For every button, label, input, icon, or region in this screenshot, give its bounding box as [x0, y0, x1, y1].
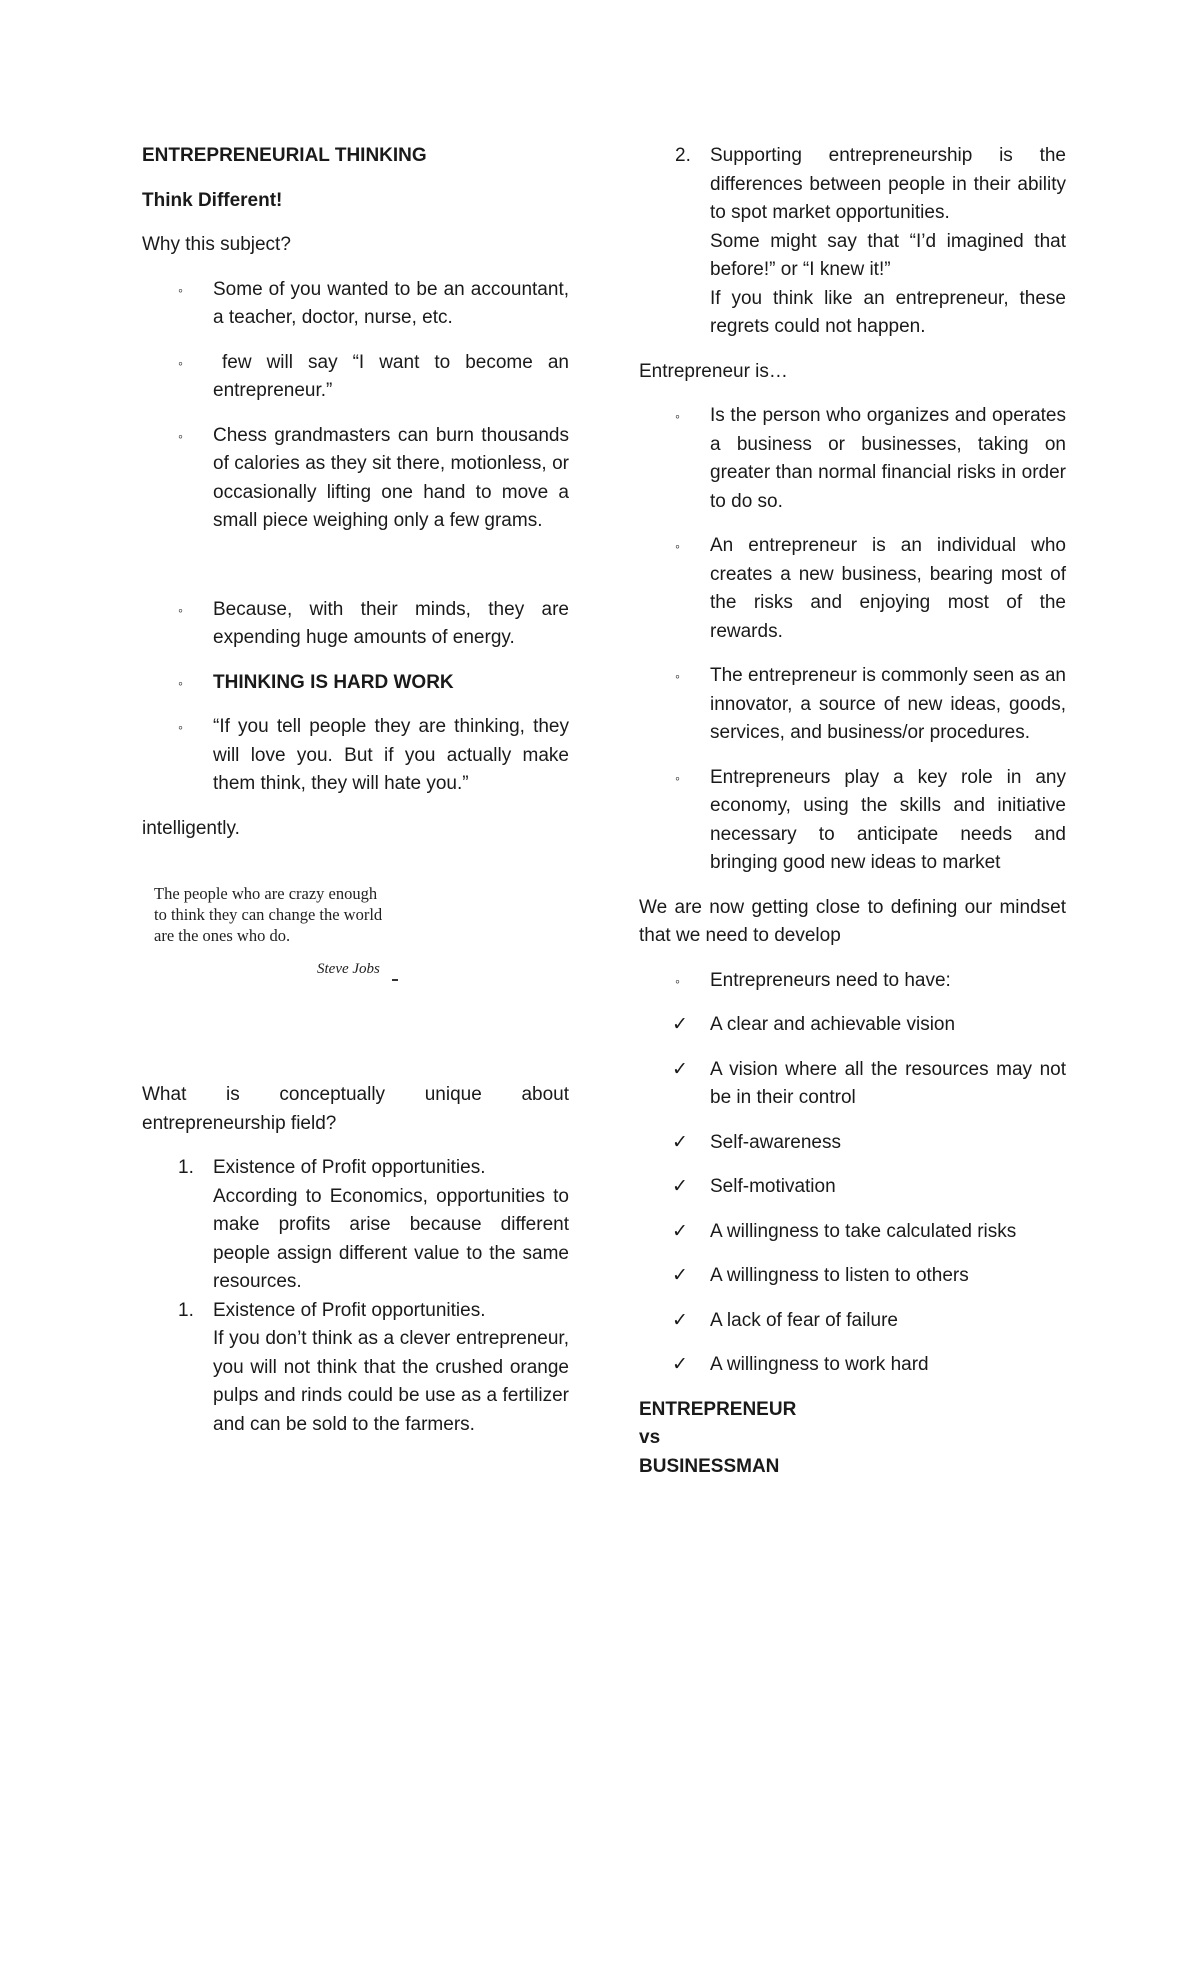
bullet-icon: ◦ — [675, 538, 680, 554]
list-item: ◦ Is the person who organizes and operates a business or businesses, taking on greater than normal financial risks in order to do so. — [639, 402, 1066, 516]
bullet-icon: ◦ — [675, 972, 680, 989]
unique-question: What is conceptually unique about entrepreneurship field? — [142, 1084, 569, 1134]
list-item: ✓ A willingness to listen to others — [639, 1262, 1066, 1291]
check-icon: ✓ — [672, 1058, 688, 1080]
check-icon: ✓ — [672, 1354, 688, 1375]
list-item: 1. Existence of Profit opportunities. If you don’t think as a clever entrepreneur, you will not think that the crushed orange pulps and rinds could be use as a fertilizer and can be sold to the farmers. — [142, 1297, 569, 1440]
bullet-icon: ◦ — [178, 674, 183, 691]
supporting-entrepreneurship-list — [639, 142, 1066, 342]
entrepreneur-vs-businessman-heading: ENTREPRENEUR vs BUSINESSMAN — [639, 1398, 797, 1477]
check-icon: ✓ — [672, 1176, 688, 1197]
list-number: 1. — [178, 1299, 194, 1321]
entrepreneur-is-heading: Entrepreneur is… — [639, 360, 788, 382]
bullet-icon: ◦ — [178, 719, 183, 735]
quote-text: The people who are crazy enough to think they can change the world are the ones who do. — [154, 884, 383, 945]
document-title: ENTREPRENEURIAL THINKING — [142, 145, 427, 166]
steve-jobs-quote-image — [142, 871, 569, 1031]
check-icon: ✓ — [672, 1131, 688, 1153]
list-item: ✓ A clear and achievable vision — [639, 1011, 1066, 1040]
list-item: ✓ A willingness to work hard — [639, 1351, 1066, 1380]
list-item: ✓ Self-motivation — [639, 1173, 1066, 1202]
bullet-icon: ◦ — [675, 769, 680, 786]
list-item: ◦ Entrepreneurs need to have: — [639, 967, 1066, 996]
list-item: ◦ Entrepreneurs play a key role in any economy, using the skills and initiative necessary to anticipate needs and bringing good new ideas to market — [639, 764, 1066, 878]
list-item: 1. Existence of Profit opportunities. According to Economics, opportunities to make profits arise because different people assign different value to the same resources. — [142, 1154, 569, 1297]
list-item: ✓ A willingness to take calculated risks — [639, 1218, 1066, 1247]
check-icon: ✓ — [672, 1014, 688, 1035]
list-number: 1. — [178, 1157, 194, 1178]
quote-author: Steve Jobs — [317, 961, 380, 977]
list-number: 2. — [675, 145, 691, 166]
check-icon: ✓ — [672, 1265, 688, 1286]
list-item: ✓ Self-awareness — [639, 1129, 1066, 1158]
bullet-icon: ◦ — [178, 601, 183, 618]
check-icon: ✓ — [672, 1309, 688, 1331]
list-item: ◦ Because, with their minds, they are expending huge amounts of energy. — [142, 596, 569, 653]
check-icon: ✓ — [672, 1220, 688, 1242]
list-item: ✓ A lack of fear of failure — [639, 1307, 1066, 1336]
bullet-icon: ◦ — [178, 281, 183, 298]
intelligently-text: intelligently. — [142, 817, 240, 839]
bullet-icon: ◦ — [178, 427, 183, 444]
list-item: ◦ Chess grandmasters can burn thousands of calories as they sit there, motionless, or occasionally lifting one hand to move a small piece weighing only a few grams. — [142, 422, 569, 536]
bullet-icon: ◦ — [675, 408, 680, 424]
list-item: ◦ “If you tell people they are thinking, they will love you. But if you actually make them think, they will hate you.” — [142, 713, 569, 799]
needs-list — [639, 967, 1066, 1380]
list-item: ◦ few will say “I want to become an entrepreneur.” — [142, 349, 569, 406]
why-heading: Why this subject? — [142, 234, 291, 255]
list-item: 2. Supporting entrepreneurship is the differences between people in their ability to spot market opportunities. Some might say that “I’d imagined that before!” or “I knew it!” If you think like an entrepreneur, these regrets could not happen. — [639, 142, 1066, 342]
mindset-text: We are now getting close to defining our mindset that we need to develop — [639, 896, 1066, 946]
profit-opportunities-list — [142, 1154, 569, 1439]
bullet-icon: ◦ — [178, 354, 183, 371]
definition-bullets — [639, 402, 1066, 878]
intro-bullets — [142, 276, 569, 799]
subtitle: Think Different! — [142, 189, 283, 211]
list-item: ◦ The entrepreneur is commonly seen as an innovator, a source of new ideas, goods, services, and business/or procedures. — [639, 662, 1066, 748]
list-item: ◦ An entrepreneur is an individual who creates a new business, bearing most of the risks and enjoying most of the rewards. — [639, 532, 1066, 646]
list-item: ◦ Some of you wanted to be an accountant, a teacher, doctor, nurse, etc. — [142, 276, 569, 333]
quote-mark — [392, 979, 398, 981]
left-column — [142, 142, 569, 1439]
list-item: ✓ A vision where all the resources may not be in their control — [639, 1056, 1066, 1113]
list-item: ◦ THINKING IS HARD WORK — [142, 669, 569, 698]
bullet-icon: ◦ — [675, 668, 680, 684]
right-column — [639, 142, 1066, 1481]
